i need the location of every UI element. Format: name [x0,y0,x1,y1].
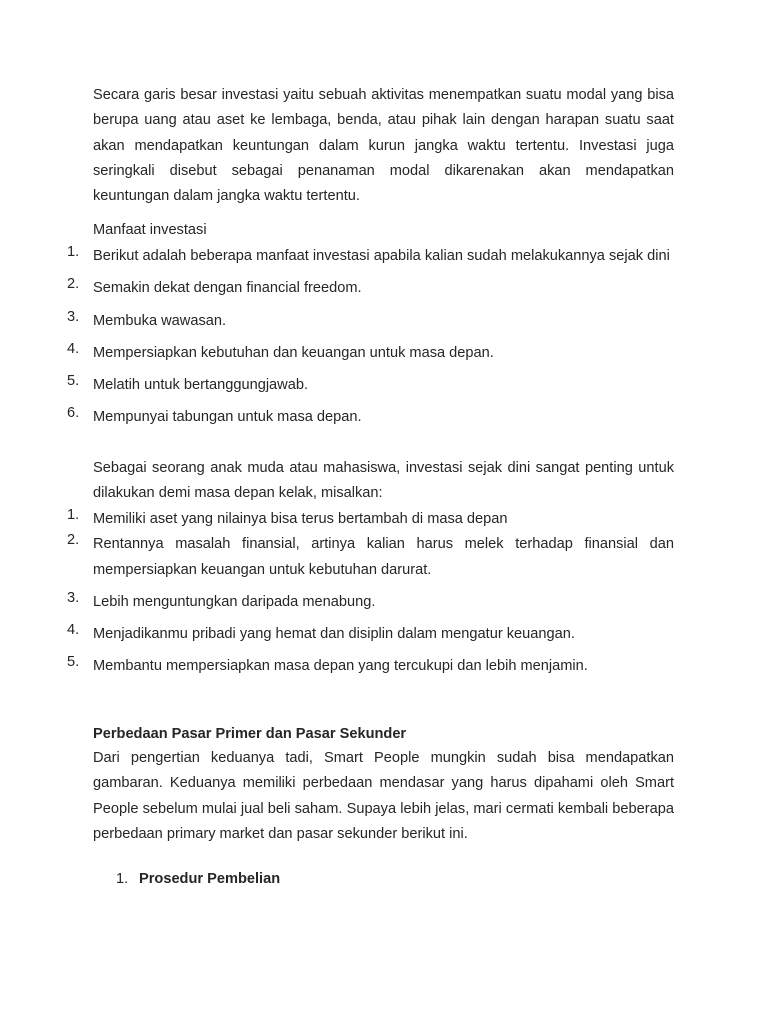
list-item [0,373,768,398]
list-number: 4. [67,622,80,639]
section-heading: Perbedaan Pasar Primer dan Pasar Sekunder [93,726,407,742]
intro-paragraph: Secara garis besar investasi yaitu sebuah aktivitas menempatkan suatu modal yang bisa berupa uang atau aset ke lembaga, benda, atau pihak lain dengan harapan suatu saat akan mendapatkan keuntungan dalam kurun jangka waktu tertentu. Investasi juga seringkali disebut sebagai penanaman modal dikarenakan akan mendapatkan keuntungan dalam jangka waktu tertentu. [93,87,674,205]
subheading-text: Prosedur Pembelian [139,871,281,887]
list-item [0,341,768,366]
list-number: 2. [67,276,80,293]
list-number: 5. [67,373,80,390]
list-text: Mempersiapkan kebutuhan dan keuangan untuk masa depan. [93,344,494,361]
list-number: 1. [67,507,80,523]
list-item [0,244,768,269]
list-number: 5. [67,654,80,671]
list-number: 6. [67,405,80,422]
list-text: Membantu mempersiapkan masa depan yang tercukupi dan lebih menjamin. [93,658,588,675]
list-text: Berikut adalah beberapa manfaat investasi apabila kalian sudah melakukannya sejak dini [93,248,670,264]
subheading-number: 1. [116,871,129,887]
list-text: Lebih menguntungkan daripada menabung. [93,593,376,610]
list-item [0,405,768,430]
list-text: Semakin dekat dengan financial freedom. [93,280,362,297]
list-item [0,532,768,583]
list-text: Rentannya masalah finansial, artinya kalian harus melek terhadap finansial dan mempersiapkan keuangan untuk kebutuhan darurat. [93,536,674,578]
manfaat-label: Manfaat investasi [93,222,207,238]
list-text: Membuka wawasan. [93,312,227,329]
list-item [0,507,768,532]
list-number: 3. [67,308,80,325]
list-number: 1. [67,244,80,260]
list-item [0,654,768,679]
muda-list [0,507,768,680]
list-item [0,276,768,301]
manfaat-list [0,244,768,431]
list-number: 4. [67,340,80,357]
list-item [0,309,768,334]
list-text: Mempunyai tabungan untuk masa depan. [93,409,362,426]
list-text: Melatih untuk bertanggungjawab. [93,377,309,394]
list-item [0,590,768,615]
list-number: 2. [67,532,80,549]
list-text: Memiliki aset yang nilainya bisa terus bertambah di masa depan [93,511,508,527]
list-text: Menjadikanmu pribadi yang hemat dan disiplin dalam mengatur keuangan. [93,626,575,643]
list-item [0,622,768,647]
section-paragraph: Dari pengertian keduanya tadi, Smart People mungkin sudah bisa mendapatkan gambaran. Keduanya memiliki perbedaan mendasar yang harus dipahami oleh Smart People sebelum mulai jual beli saham. Supaya lebih jelas, mari cermati kembali beberapa perbedaan primary market dan pasar sekunder berikut ini. [93,750,674,842]
subheading [116,868,280,890]
list-number: 3. [67,589,80,606]
muda-paragraph: Sebagai seorang anak muda atau mahasiswa, investasi sejak dini sangat penting untuk dilakukan demi masa depan kelak, misalkan: [93,460,674,502]
